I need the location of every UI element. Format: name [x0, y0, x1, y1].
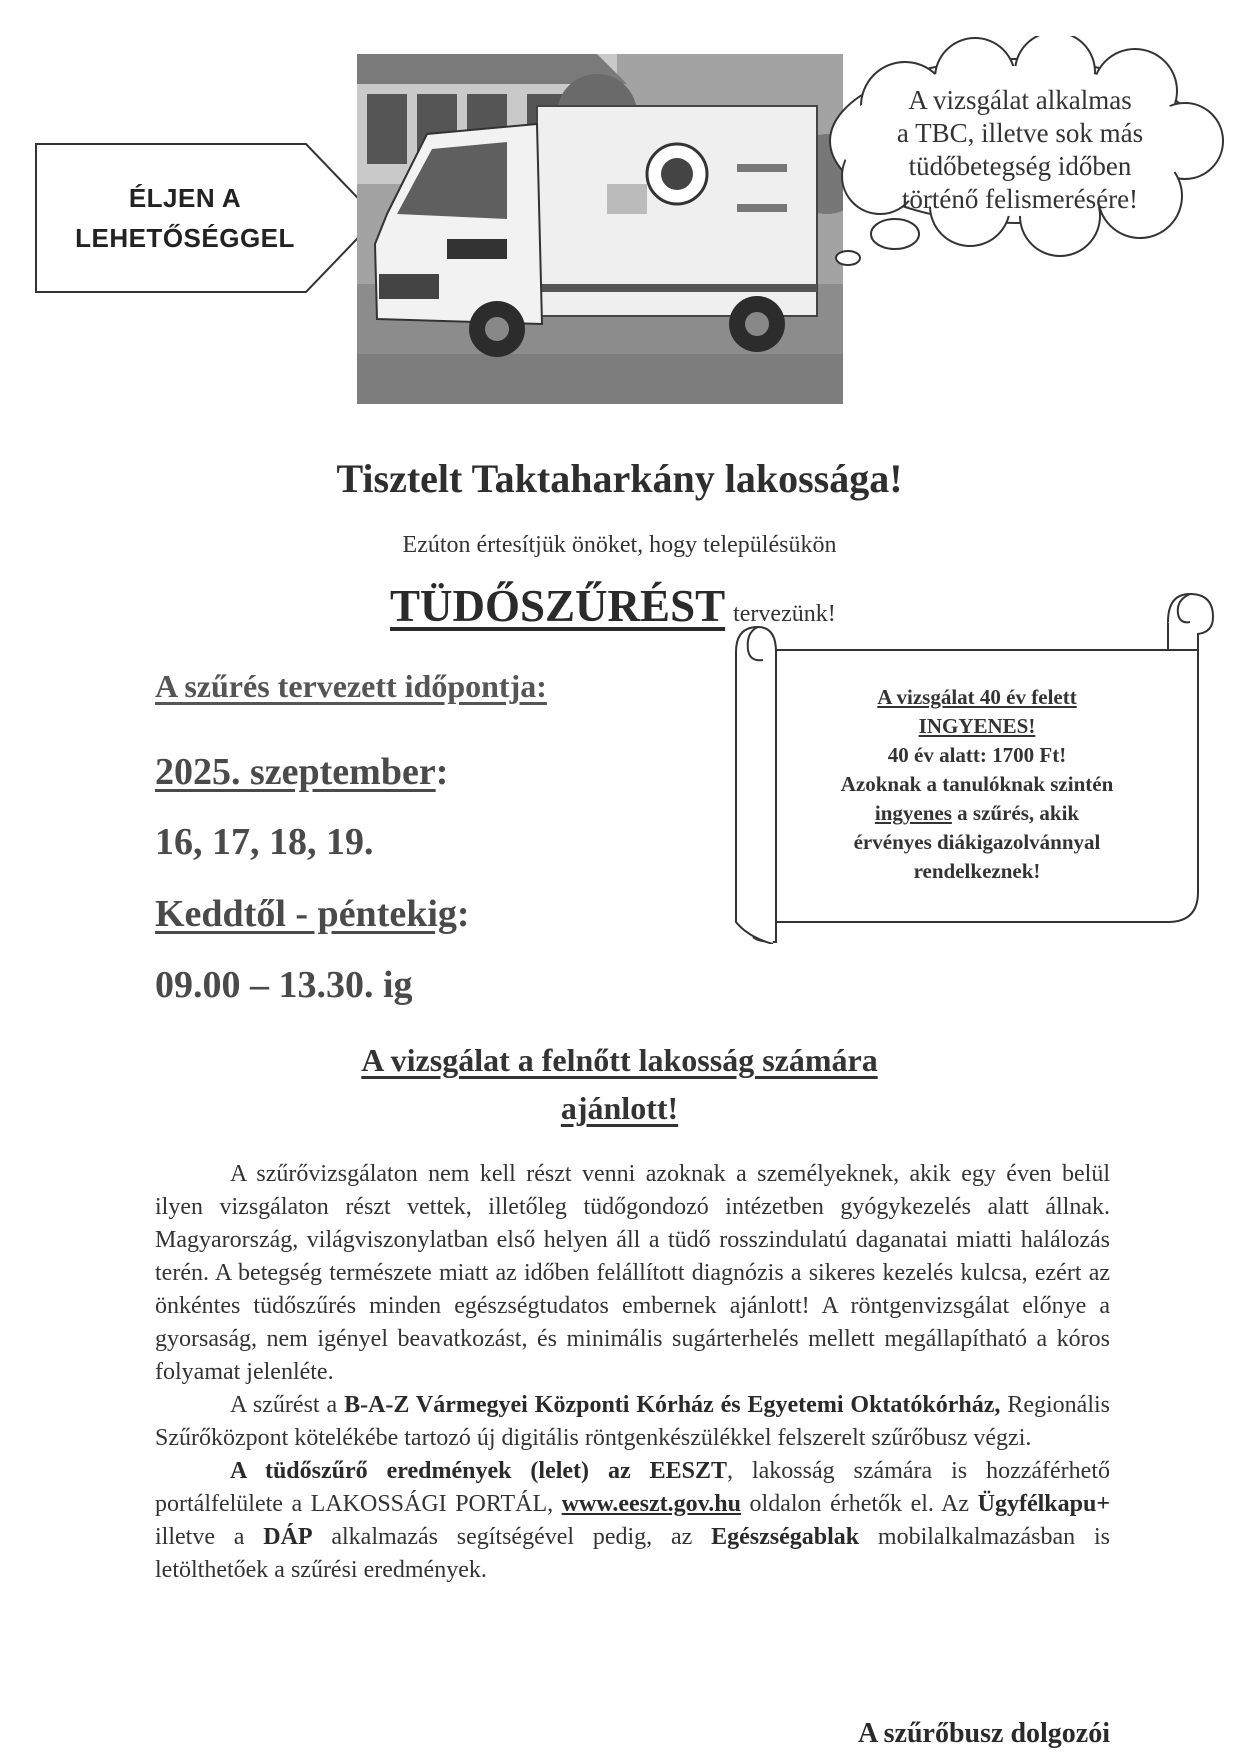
results-bold: A tüdőszűrő eredmények (lelet) az EESZT — [230, 1458, 727, 1484]
pricing-free: INGYENES! — [918, 714, 1036, 738]
signature: A szűrőbusz dolgozói — [857, 1718, 1110, 1749]
egeszsegablak-bold: Egészségablak — [711, 1524, 860, 1550]
pricing-line: érvényes diákigazolvánnyal — [853, 830, 1101, 854]
cloud-line: A vizsgálat alkalmas — [908, 85, 1132, 115]
pricing-line-rest: a szűrés, akik — [951, 801, 1080, 825]
text-run: alkalmazás segítségével pedig, az — [312, 1524, 712, 1550]
cloud-line: tüdőbetegség időben — [908, 151, 1132, 181]
body-paragraph — [155, 1389, 1110, 1455]
body-paragraph: A szűrővizsgálaton nem kell részt venni azoknak a személyeknek, akik egy éven belül ilyen vizsgálaton részt vettek, illetőleg tüdőgondozó intézetben gyógykezelés alatt állnak. Magyarország, világviszonylatban első helyen áll a tüdő rosszindulatú daganatai miatti halálozás terén. A betegség természete miatt az időben felállított diagnózis a sikeres kezelés kulcsa, ezért az önkéntes tüdőszűrés minden egészségtudatos embernek ajánlott! A röntgenvizsgálat előnye a gyorsaság, nem igényel beavatkozást, és minimális sugárterhelés mellett megállapítható a kóros folyamat jelenléte. — [155, 1161, 1110, 1385]
hospital-name: B-A-Z Vármegyei Központi Kórház és Egyetemi Oktatókórház, — [344, 1392, 1001, 1418]
text-run: Regionális Szűrőközpont kötelékébe tartozó új digitális röntgenkészülékkel felszerelt szűrőbusz végzi. — [155, 1392, 1110, 1451]
dap-bold: DÁP — [263, 1524, 313, 1550]
pricing-line: 40 év alatt: 1700 Ft! — [887, 743, 1067, 767]
arrow-sign-line1: ÉLJEN A — [128, 183, 242, 213]
recommendation-line: ajánlott! — [560, 1090, 679, 1126]
screening-bus-photo — [357, 54, 843, 404]
bus-illustration — [357, 54, 843, 404]
pricing-line: A vizsgálat 40 év felett — [877, 685, 1077, 709]
body-text — [155, 1158, 1110, 1587]
pricing-text — [782, 683, 1172, 886]
pricing-line — [782, 799, 1172, 828]
schedule-month-text: 2025. szeptember — [155, 751, 436, 793]
arrow-sign-line2: LEHETŐSÉGGEL — [75, 223, 295, 253]
ugyfelkapu-bold: Ügyfélkapu+ — [977, 1491, 1110, 1517]
eeszt-link[interactable]: www.eeszt.gov.hu — [561, 1491, 741, 1517]
cloud-line: történő felismerésére! — [901, 184, 1139, 214]
recommendation-line: A vizsgálat a felnőtt lakosság számára — [361, 1042, 878, 1078]
text-run: oldalon érhetők el. Az — [741, 1491, 978, 1517]
cloud-text — [880, 84, 1160, 216]
pricing-line: Azoknak a tanulóknak szintén — [840, 772, 1114, 796]
text-run: A szűrést a — [230, 1392, 345, 1418]
schedule-heading: A szűrés tervezett időpontja: — [155, 668, 547, 704]
intro-text: Ezúton értesítjük önöket, hogy településükön — [402, 532, 837, 558]
text-run: , lakosság számára is hozzáférhető portálfelülete a LAKOSSÁGI PORTÁL, — [155, 1458, 1110, 1517]
screening-tail: tervezünk! — [733, 601, 836, 627]
schedule-days: 16, 17, 18, 19. — [155, 821, 374, 863]
schedule-month: 2025. szeptember: — [155, 751, 449, 793]
text-run: mobilalkalmazásban is letölthetőek a szűrési eredmények. — [155, 1524, 1110, 1583]
pricing-line: rendelkeznek! — [913, 859, 1041, 883]
schedule-hours: 09.00 – 13.30. ig — [155, 964, 413, 1006]
page-title: Tisztelt Taktaharkány lakossága! — [336, 456, 903, 501]
schedule-weekdays-text: Keddtől - péntekig — [155, 893, 457, 935]
text-run: illetve a — [155, 1524, 264, 1550]
body-paragraph — [155, 1455, 1110, 1587]
recommendation-heading — [0, 1036, 1239, 1132]
screening-title: TÜDŐSZŰRÉST — [390, 581, 726, 631]
cloud-line: a TBC, illetve sok más — [896, 118, 1144, 148]
arrow-sign-text — [60, 178, 310, 258]
schedule-weekdays: Keddtől - péntekig: — [155, 893, 470, 935]
pricing-free-word: ingyenes — [874, 801, 952, 825]
